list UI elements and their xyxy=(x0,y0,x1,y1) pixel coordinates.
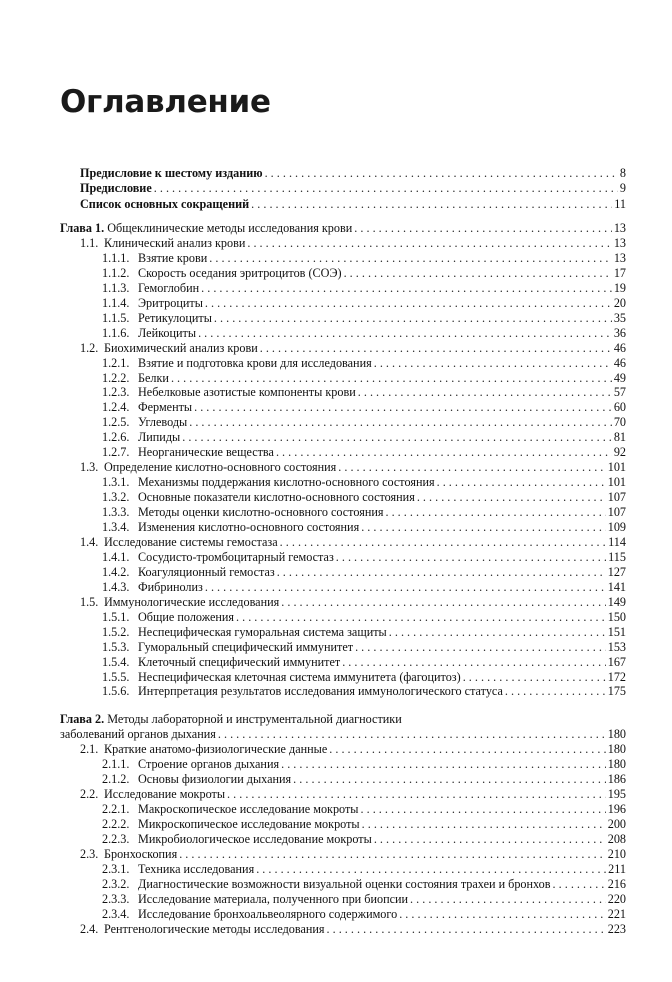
leader-dots xyxy=(194,400,612,415)
page-number: 196 xyxy=(607,802,626,817)
subsection-title: Неспецифическая гуморальная система защиты xyxy=(138,624,387,639)
leader-dots xyxy=(154,181,618,196)
section-title: Определение кислотно-основного состояния xyxy=(104,460,337,475)
section-number: 1.4. xyxy=(80,534,99,549)
leader-dots xyxy=(437,475,606,490)
page-number: 36 xyxy=(613,325,626,340)
toc-subsection-entry[interactable] xyxy=(102,625,626,640)
toc-section-entry[interactable] xyxy=(80,787,626,802)
entry-title: Предисловие xyxy=(80,181,152,196)
subsection-number: 2.2.3. xyxy=(102,832,130,846)
section-title: Рентгенологические методы исследования xyxy=(104,921,325,936)
subsection-number: 1.5.3. xyxy=(102,639,130,654)
toc-subsection-entry[interactable] xyxy=(102,311,626,326)
subsection-title: Неорганические вещества xyxy=(138,445,274,460)
leader-dots xyxy=(189,415,612,430)
leader-dots xyxy=(227,787,606,802)
toc-subsection-entry[interactable] xyxy=(102,251,626,266)
entry-title: Предисловие к шестому изданию xyxy=(80,166,263,180)
leader-dots xyxy=(276,445,612,460)
toc-subsection-entry[interactable] xyxy=(102,757,626,772)
toc-subsection-entry[interactable] xyxy=(102,326,626,341)
page-number: 115 xyxy=(608,549,626,564)
toc-subsection-entry[interactable] xyxy=(102,475,626,490)
leader-dots xyxy=(355,640,606,655)
leader-dots xyxy=(280,535,607,550)
subsection-title: Лейкоциты xyxy=(138,325,197,340)
page-number: 114 xyxy=(608,534,626,549)
subsection-title: Строение органов дыхания xyxy=(138,757,280,772)
subsection-number: 2.2.2. xyxy=(102,817,130,832)
subsection-title: Гуморальный специфический иммунитет xyxy=(138,639,354,654)
leader-dots xyxy=(293,772,606,787)
toc-subsection-entry[interactable] xyxy=(102,356,626,371)
toc-section-entry[interactable] xyxy=(80,847,626,862)
subsection-title: Ретикулоциты xyxy=(138,310,212,325)
leader-dots xyxy=(171,371,612,386)
toc-subsection-entry[interactable] xyxy=(102,610,626,625)
page-number: 101 xyxy=(607,460,626,475)
section-number: 1.1. xyxy=(80,235,99,250)
subsection-title: Сосудисто-тромбоцитарный гемостаз xyxy=(138,549,334,564)
toc-section-entry[interactable] xyxy=(80,595,626,610)
subsection-number: 1.5.4. xyxy=(102,654,130,669)
page-number: 195 xyxy=(607,787,626,802)
subsection-number: 1.4.3. xyxy=(102,579,130,594)
subsection-title: Основы физиологии дыхания xyxy=(138,772,292,787)
subsection-title: Диагностические возможности визуальной оценки состояния трахеи и бронхов xyxy=(138,876,551,891)
toc-front-entry[interactable] xyxy=(80,197,626,212)
toc-chapter-entry[interactable] xyxy=(60,712,626,727)
page-number: 150 xyxy=(607,609,626,624)
page-number: 141 xyxy=(607,579,626,594)
section-number: 1.3. xyxy=(80,460,99,475)
leader-dots xyxy=(205,580,606,595)
leader-dots xyxy=(505,684,606,699)
page-title: Оглавление xyxy=(60,84,271,120)
page-number: 221 xyxy=(607,906,626,921)
page-number: 153 xyxy=(607,639,626,654)
section-title: Биохимический анализ крови xyxy=(104,340,258,355)
toc-subsection-entry[interactable] xyxy=(102,802,626,817)
subsection-number: 2.3.1. xyxy=(102,861,130,876)
leader-dots xyxy=(179,847,606,862)
leader-dots xyxy=(336,550,606,565)
toc-subsection-entry[interactable] xyxy=(102,817,626,832)
leader-dots xyxy=(218,727,606,742)
leader-dots xyxy=(214,311,612,326)
toc-subsection-entry[interactable] xyxy=(102,281,626,296)
leader-dots xyxy=(198,326,612,341)
leader-dots xyxy=(374,356,612,371)
toc-subsection-entry[interactable] xyxy=(102,266,626,281)
toc-subsection-entry[interactable] xyxy=(102,550,626,565)
subsection-number: 1.2.6. xyxy=(102,430,130,445)
toc-subsection-entry[interactable] xyxy=(102,430,626,445)
page-number: 17 xyxy=(613,265,626,280)
subsection-number: 1.4.1. xyxy=(102,549,130,564)
leader-dots xyxy=(205,296,612,311)
toc-subsection-entry[interactable] xyxy=(102,655,626,670)
leader-dots xyxy=(361,802,606,817)
section-number: 1.2. xyxy=(80,340,99,355)
page-number: 13 xyxy=(613,221,626,235)
leader-dots xyxy=(417,490,606,505)
toc-subsection-entry[interactable] xyxy=(102,772,626,787)
page-number: 60 xyxy=(613,400,626,415)
leader-dots xyxy=(354,221,612,236)
page-number: 70 xyxy=(613,415,626,430)
section-title: Клинический анализ крови xyxy=(104,235,246,250)
page-number: 186 xyxy=(607,772,626,787)
page-number: 107 xyxy=(607,505,626,520)
toc-subsection-entry[interactable] xyxy=(102,684,626,699)
page-number: 107 xyxy=(607,490,626,505)
subsection-number: 1.4.2. xyxy=(102,564,130,579)
subsection-number: 1.5.5. xyxy=(102,669,130,684)
page-number: 172 xyxy=(607,669,626,684)
page-number: 81 xyxy=(613,430,626,445)
leader-dots xyxy=(236,610,606,625)
subsection-number: 2.2.1. xyxy=(102,802,130,817)
leader-dots xyxy=(342,655,606,670)
subsection-number: 1.2.5. xyxy=(102,415,130,430)
subsection-title: Скорость оседания эритроцитов (СОЭ) xyxy=(138,265,342,280)
page-number: 35 xyxy=(613,310,626,325)
subsection-title: Ферменты xyxy=(138,400,193,415)
leader-dots xyxy=(277,565,606,580)
leader-dots xyxy=(344,266,612,281)
subsection-title: Интерпретация результатов исследования иммунологического статуса xyxy=(138,684,503,699)
subsection-title: Методы оценки кислотно-основного состояния xyxy=(138,505,384,520)
page-number: 210 xyxy=(607,846,626,861)
subsection-title: Взятие и подготовка крови для исследования xyxy=(138,355,372,370)
page-number: 46 xyxy=(613,340,626,355)
chapter-number: Глава 2. xyxy=(60,712,108,727)
section-title: Иммунологические исследования xyxy=(104,594,280,609)
toc-subsection-entry[interactable] xyxy=(102,490,626,505)
chapter-title-continued: заболеваний органов дыхания xyxy=(60,727,216,742)
subsection-number: 1.2.4. xyxy=(102,400,130,415)
section-title: Исследование системы гемостаза xyxy=(104,534,278,549)
subsection-title: Взятие крови xyxy=(138,250,208,265)
chapter-number: Глава 1. xyxy=(60,221,108,235)
toc-subsection-entry[interactable] xyxy=(102,640,626,655)
leader-dots xyxy=(358,385,612,400)
page-number: 223 xyxy=(607,921,626,936)
page-number: 151 xyxy=(607,624,626,639)
leader-dots xyxy=(201,281,612,296)
leader-dots xyxy=(182,430,612,445)
section-number: 2.4. xyxy=(80,921,99,936)
toc-section-entry[interactable] xyxy=(80,236,626,251)
leader-dots xyxy=(251,197,612,212)
section-number: 2.1. xyxy=(80,742,99,757)
toc-subsection-entry[interactable] xyxy=(102,862,626,877)
toc-subsection-entry[interactable] xyxy=(102,565,626,580)
page-number: 180 xyxy=(607,757,626,772)
section-number: 1.5. xyxy=(80,594,99,609)
subsection-title: Техника исследования xyxy=(138,861,255,876)
section-title: Краткие анатомо-физиологические данные xyxy=(104,742,328,757)
subsection-title: Коагуляционный гемостаз xyxy=(138,564,275,579)
toc-subsection-entry[interactable] xyxy=(102,445,626,460)
page-number: 109 xyxy=(607,520,626,534)
toc-chapter-entry[interactable] xyxy=(60,221,626,236)
page-number: 101 xyxy=(607,475,626,490)
toc-subsection-entry[interactable] xyxy=(102,907,626,922)
subsection-title: Микробиологическое исследование мокроты xyxy=(138,832,372,846)
subsection-title: Исследование материала, полученного при биопсии xyxy=(138,891,409,906)
leader-dots xyxy=(362,817,606,832)
subsection-number: 1.1.2. xyxy=(102,265,130,280)
subsection-title: Изменения кислотно-основного состояния xyxy=(138,520,360,534)
leader-dots xyxy=(399,907,606,922)
page-number: 20 xyxy=(613,295,626,310)
toc-section-entry[interactable] xyxy=(80,460,626,475)
subsection-number: 1.2.7. xyxy=(102,445,130,460)
toc-subsection-entry[interactable] xyxy=(102,892,626,907)
subsection-number: 1.5.1. xyxy=(102,609,130,624)
section-number: 2.3. xyxy=(80,846,99,861)
toc-subsection-entry[interactable] xyxy=(102,400,626,415)
page-number: 180 xyxy=(607,742,626,757)
entry-title: Список основных сокращений xyxy=(80,196,250,211)
page-number: 57 xyxy=(613,385,626,400)
subsection-title: Углеводы xyxy=(138,415,188,430)
leader-dots xyxy=(361,520,606,535)
subsection-title: Механизмы поддержания кислотно-основного состояния xyxy=(138,475,435,490)
page-number: 175 xyxy=(607,684,626,699)
subsection-title: Исследование бронхоальвеолярного содержимого xyxy=(138,906,398,921)
page-number: 13 xyxy=(613,235,626,250)
leader-dots xyxy=(463,670,606,685)
subsection-title: Эритроциты xyxy=(138,295,203,310)
leader-dots xyxy=(260,341,612,356)
leader-dots xyxy=(327,922,606,937)
subsection-number: 2.3.4. xyxy=(102,906,130,921)
page-number: 220 xyxy=(607,891,626,906)
subsection-number: 2.3.3. xyxy=(102,891,130,906)
subsection-title: Макроскопическое исследование мокроты xyxy=(138,802,359,817)
leader-dots xyxy=(209,251,612,266)
subsection-title: Общие положения xyxy=(138,609,235,624)
section-title: Исследование мокроты xyxy=(104,787,226,802)
leader-dots xyxy=(385,505,605,520)
page-number: 200 xyxy=(607,817,626,832)
toc-subsection-entry[interactable] xyxy=(102,520,626,535)
chapter-title: Методы лабораторной и инструментальной диагностики xyxy=(107,712,402,727)
toc-section-entry[interactable] xyxy=(80,922,626,937)
page-number: 49 xyxy=(613,370,626,385)
toc-subsection-entry[interactable] xyxy=(102,832,626,847)
toc-section-entry[interactable] xyxy=(80,742,626,757)
page-number: 9 xyxy=(619,181,626,196)
leader-dots xyxy=(338,460,605,475)
page-number: 127 xyxy=(607,564,626,579)
page-number: 216 xyxy=(607,876,626,891)
page-number: 8 xyxy=(619,166,626,180)
leader-dots xyxy=(281,757,606,772)
subsection-title: Фибринолиз xyxy=(138,579,203,594)
subsection-title: Микроскопическое исследование мокроты xyxy=(138,817,360,832)
subsection-number: 1.1.6. xyxy=(102,325,130,340)
subsection-number: 1.3.3. xyxy=(102,505,130,520)
leader-dots xyxy=(410,892,606,907)
toc-subsection-entry[interactable] xyxy=(102,580,626,595)
toc-front-entry[interactable] xyxy=(80,166,626,181)
leader-dots xyxy=(247,236,611,251)
subsection-number: 1.2.3. xyxy=(102,385,130,400)
leader-dots xyxy=(281,595,605,610)
subsection-title: Основные показатели кислотно-основного состояния xyxy=(138,490,415,505)
toc-section-entry[interactable] xyxy=(80,341,626,356)
page-number: 19 xyxy=(613,280,626,295)
leader-dots xyxy=(265,166,618,181)
leader-dots xyxy=(329,742,605,757)
toc-subsection-entry[interactable] xyxy=(102,296,626,311)
toc-front-entry[interactable] xyxy=(80,181,626,196)
subsection-title: Липиды xyxy=(138,430,181,445)
subsection-title: Гемоглобин xyxy=(138,280,200,295)
toc-subsection-entry[interactable] xyxy=(102,371,626,386)
subsection-number: 1.1.4. xyxy=(102,295,130,310)
subsection-title: Небелковые азотистые компоненты крови xyxy=(138,385,356,400)
subsection-number: 1.3.2. xyxy=(102,490,130,505)
page-number: 211 xyxy=(608,861,626,876)
subsection-number: 1.2.2. xyxy=(102,370,130,385)
leader-dots xyxy=(374,832,606,847)
subsection-number: 1.5.2. xyxy=(102,624,130,639)
subsection-number: 1.2.1. xyxy=(102,355,130,370)
section-number: 2.2. xyxy=(80,787,99,802)
chapter-title: Общеклинические методы исследования крови xyxy=(107,221,353,235)
toc-subsection-entry[interactable] xyxy=(102,385,626,400)
toc-subsection-entry[interactable] xyxy=(102,877,626,892)
page-number: 208 xyxy=(607,832,626,846)
page-number: 46 xyxy=(613,355,626,370)
subsection-number: 2.3.2. xyxy=(102,876,130,891)
section-title: Бронхоскопия xyxy=(104,846,178,861)
subsection-number: 2.1.1. xyxy=(102,757,130,772)
subsection-title: Белки xyxy=(138,370,169,385)
subsection-title: Неспецифическая клеточная система иммунитета (фагоцитоз) xyxy=(138,669,461,684)
page-number: 13 xyxy=(613,250,626,265)
page-number: 149 xyxy=(607,594,626,609)
subsection-number: 1.5.6. xyxy=(102,684,130,699)
toc-subsection-entry[interactable] xyxy=(102,505,626,520)
page-number: 92 xyxy=(613,445,626,460)
toc-section-entry[interactable] xyxy=(80,535,626,550)
subsection-number: 1.1.1. xyxy=(102,250,130,265)
page-number: 11 xyxy=(614,196,626,211)
leader-dots xyxy=(389,625,606,640)
subsection-title: Клеточный специфический иммунитет xyxy=(138,654,341,669)
toc-subsection-entry[interactable] xyxy=(102,415,626,430)
subsection-number: 2.1.2. xyxy=(102,772,130,787)
subsection-number: 1.3.4. xyxy=(102,520,130,534)
page-number: 180 xyxy=(607,727,626,742)
leader-dots xyxy=(553,877,606,892)
subsection-number: 1.3.1. xyxy=(102,475,130,490)
toc-subsection-entry[interactable] xyxy=(102,670,626,685)
toc-chapter-entry-continued[interactable] xyxy=(60,727,626,742)
subsection-number: 1.1.5. xyxy=(102,310,130,325)
page-number: 167 xyxy=(607,654,626,669)
leader-dots xyxy=(256,862,606,877)
subsection-number: 1.1.3. xyxy=(102,280,130,295)
